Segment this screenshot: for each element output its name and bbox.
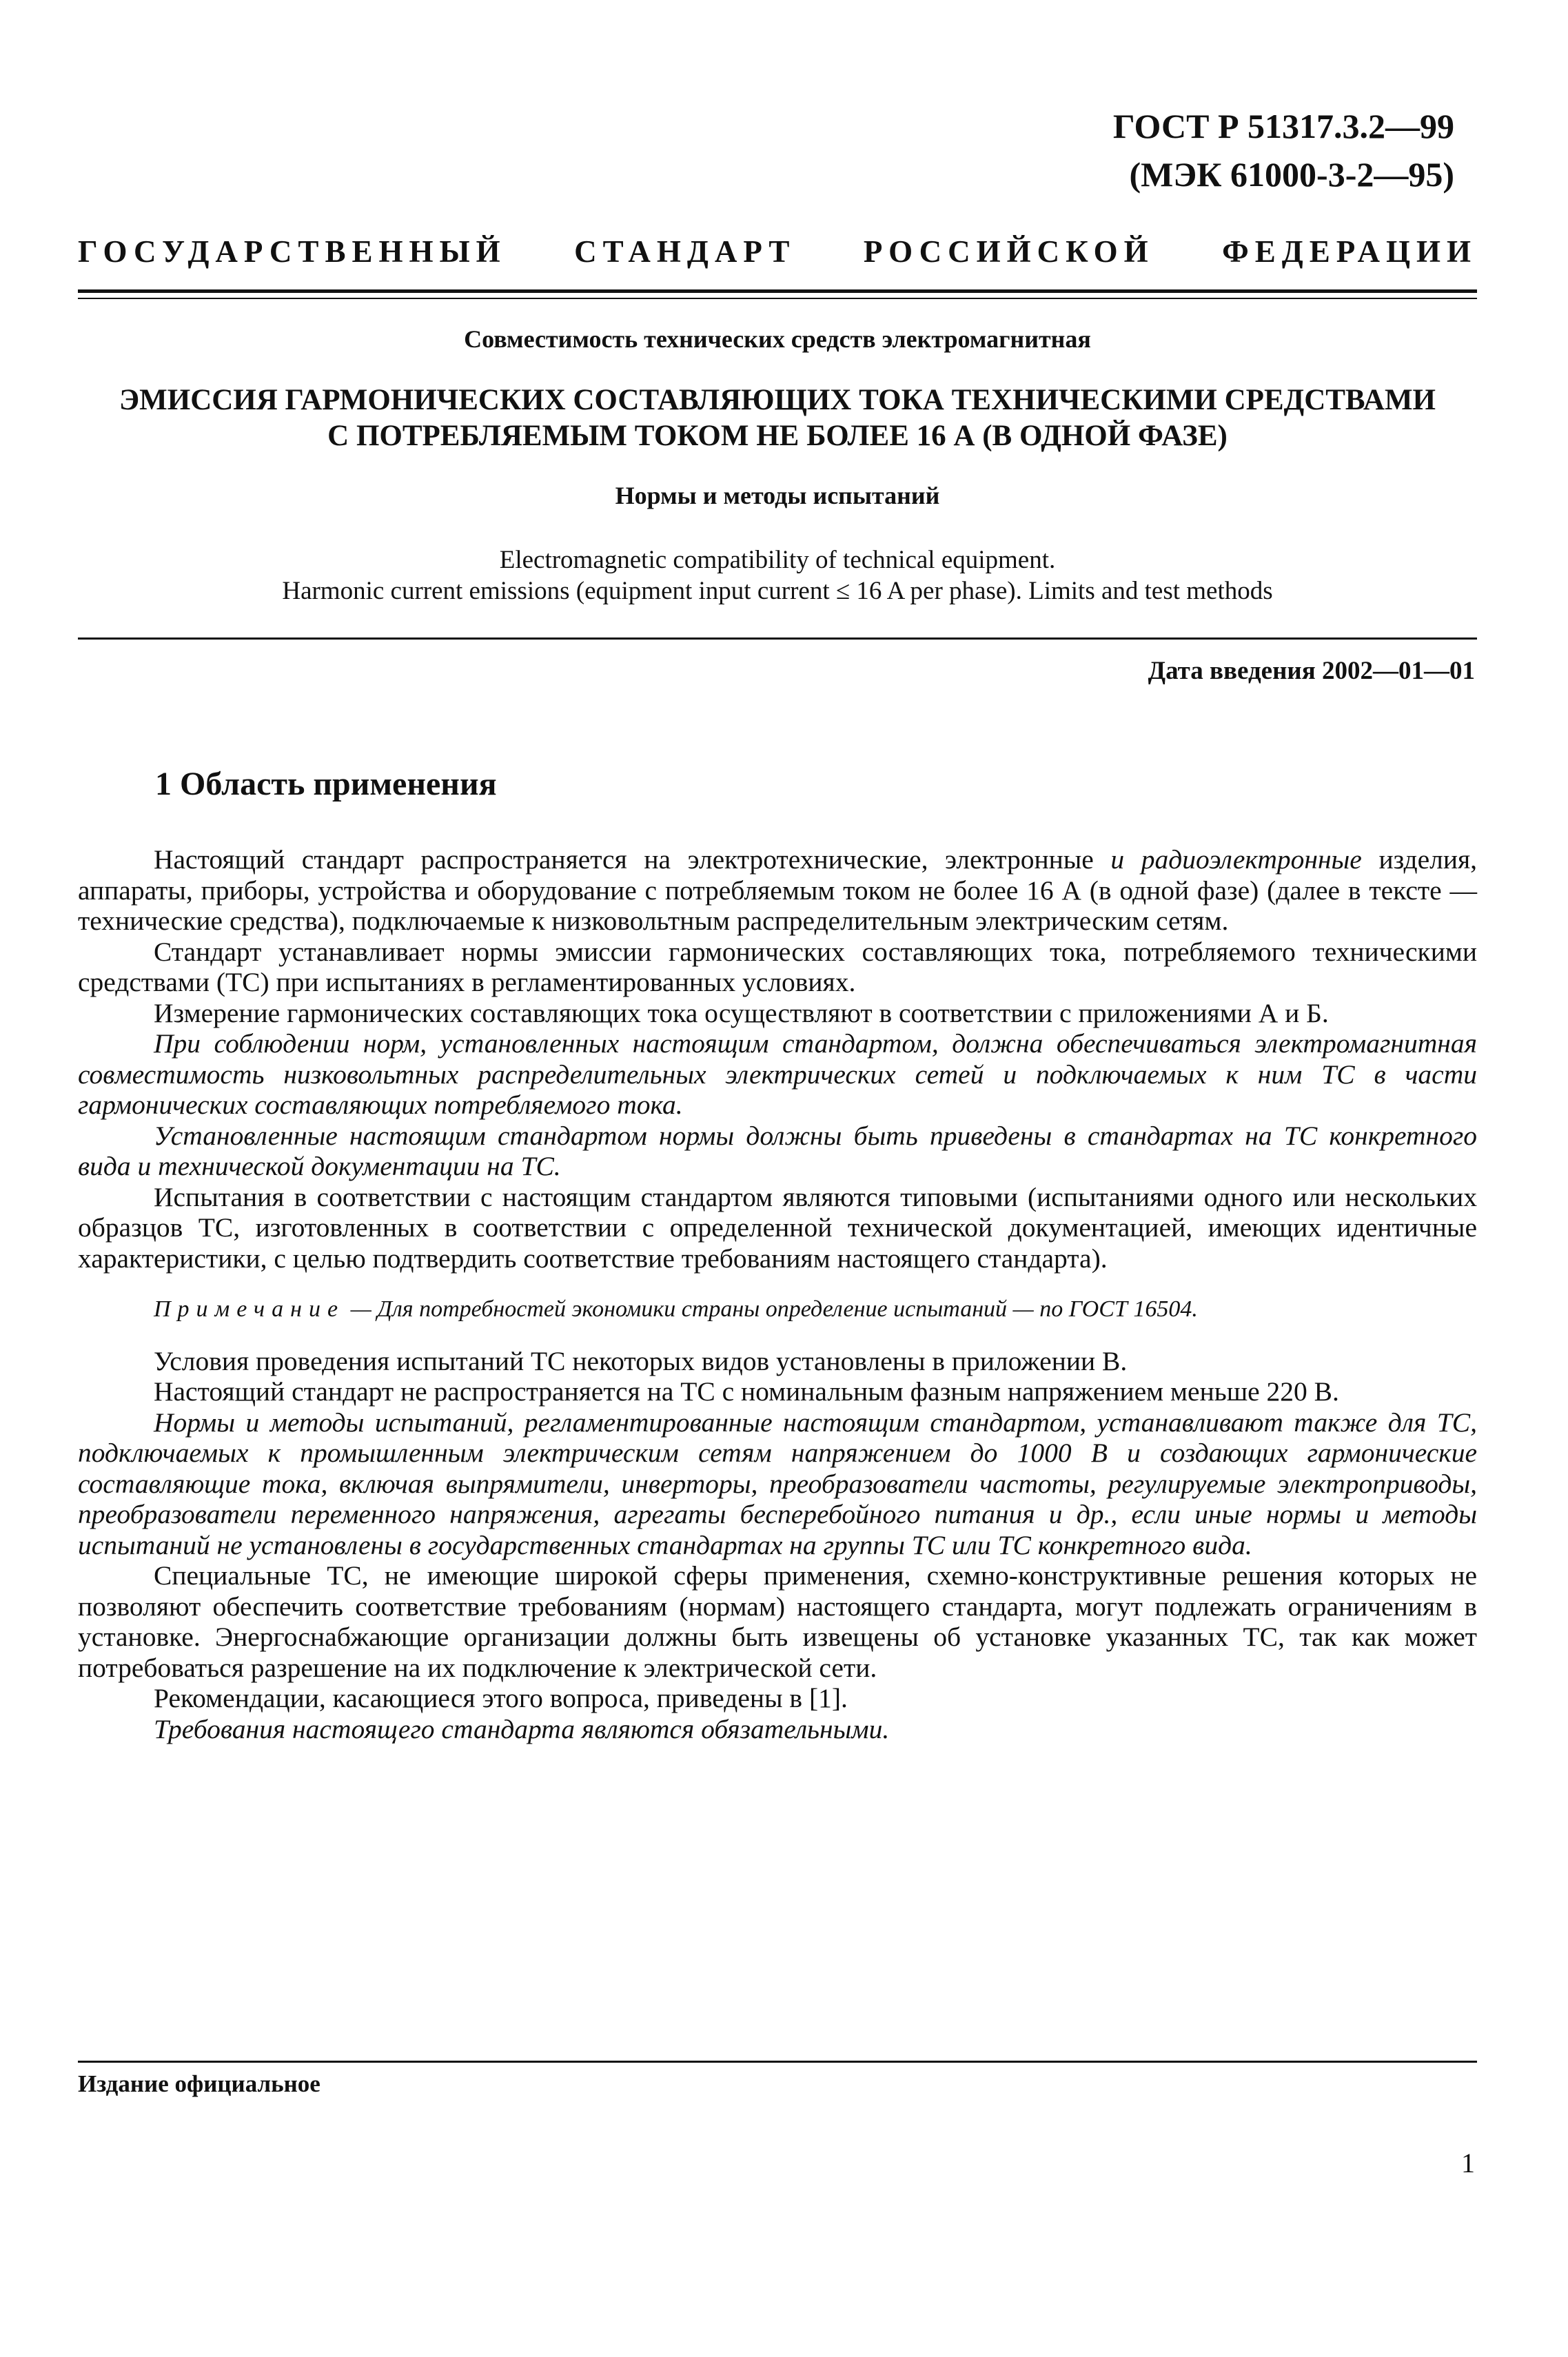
document-main-title [78, 382, 1477, 454]
main-title-line: С ПОТРЕБЛЯЕМЫМ ТОКОМ НЕ БОЛЕЕ 16 А (В ОДНОЙ ФАЗЕ) [327, 420, 1228, 452]
main-title-line: ЭМИССИЯ ГАРМОНИЧЕСКИХ СОСТАВЛЯЮЩИХ ТОКА ТЕХНИЧЕСКИМИ СРЕДСТВАМИ [119, 384, 1436, 416]
paragraph: Нормы и методы испытаний, регламентированные настоящим стандартом, устанавливают также для ТС, подключаемых к промышленным электрическим сетям напряжением до 1000 В и создающих гармонические составляющие тока, включая выпрямители, инверторы, преобразователи частоты, регулируемые электроприводы, преобразователи переменного напряжения, агрегаты бесперебойного питания и др., если иные нормы и методы испытаний не установлены в государственных стандартах на группы ТС или ТС конкретного вида. [78, 1407, 1477, 1560]
english-title-line: Electromagnetic compatibility of technical equipment. [499, 546, 1056, 574]
english-title [78, 544, 1477, 606]
header-rule-thick [78, 289, 1477, 293]
section-heading: 1 Область применения [155, 766, 497, 802]
norms-subtitle: Нормы и методы испытаний [615, 482, 940, 509]
paragraph: Рекомендации, касающиеся этого вопроса, приведены в [1]. [154, 1683, 848, 1713]
paragraph: Испытания в соответствии с настоящим стандартом являются типовыми (испытаниями одного или нескольких образцов ТС, изготовленных в соответствии с определенной технической документацией, имеющих идентичные характеристики, с целью подтвердить соответствие требованиям настоящего стандарта). [78, 1181, 1477, 1274]
page-number: 1 [1461, 2147, 1475, 2179]
paragraph: Установленные настоящим стандартом нормы должны быть приведены в стандартах на ТС конкретного вида и технической документации на ТС. [78, 1120, 1477, 1181]
footer-rule [78, 2061, 1477, 2063]
note-text: — Для потребностей экономики страны определение испытаний — по ГОСТ 16504. [345, 1296, 1198, 1322]
paragraph: Измерение гармонических составляющих тока осуществляют в соответствии с приложениями А и Б. [154, 997, 1329, 1028]
state-standard-title: ГОСУДАРСТВЕННЫЙ СТАНДАРТ РОССИЙСКОЙ ФЕДЕРАЦИИ [78, 234, 1477, 269]
paragraph: Настоящий стандарт распространяется на электротехнические, электронные и радиоэлектронные изделия, аппараты, приборы, устройства и оборудование с потребляемым током не более 16 А (в одной фазе) (далее в тексте — технические средства), подключаемые к низковольтным распределительным электрическим сетям. [78, 844, 1477, 936]
paragraph: Настоящий стандарт не распространяется на ТС с номинальным фазным напряжением меньше 220 В. [154, 1376, 1339, 1407]
note [78, 1294, 1477, 1325]
paragraph: Стандарт устанавливает нормы эмиссии гармонических составляющих тока, потребляемого техническими средствами (ТС) при испытаниях в регламентированных условиях. [78, 936, 1477, 997]
section-body [78, 844, 1477, 1744]
paragraph: Специальные ТС, не имеющие широкой сферы применения, схемно-конструктивные решения которых не позволяют обеспечить соответствие требованиям (нормам) настоящего стандарта, могут подлежать ограничениям в установке. Энергоснабжающие организации должны быть извещены об установке указанных ТС, так как может потребоваться разрешение на их подключение к электрической сети. [78, 1560, 1477, 1683]
gost-number: ГОСТ Р 51317.3.2—99 [1112, 107, 1454, 145]
introduction-date: Дата введения 2002—01—01 [1148, 657, 1475, 685]
paragraph: Условия проведения испытаний ТС некоторых видов установлены в приложении В. [154, 1345, 1128, 1376]
english-title-line: Harmonic current emissions (equipment input current ≤ 16 A per phase). Limits and test methods [282, 577, 1273, 605]
note-label: Примечание [154, 1296, 345, 1322]
document-subtitle: Совместимость технических средств электромагнитная [464, 325, 1091, 353]
paragraph: При соблюдении норм, установленных настоящим стандартом, должна обеспечиваться электромагнитная совместимость низковольтных распределительных электрических сетей и подключаемых к ним ТС в части гармонических составляющих потребляемого тока. [78, 1028, 1477, 1120]
edition-label: Издание официальное [78, 2070, 320, 2097]
title-rule [78, 637, 1477, 640]
standard-designation [1113, 102, 1454, 198]
header-rule-thin [78, 298, 1477, 299]
paragraph: Требования настоящего стандарта являются обязательными. [154, 1713, 890, 1744]
iec-number: (МЭК 61000-3-2—95) [1129, 155, 1454, 194]
